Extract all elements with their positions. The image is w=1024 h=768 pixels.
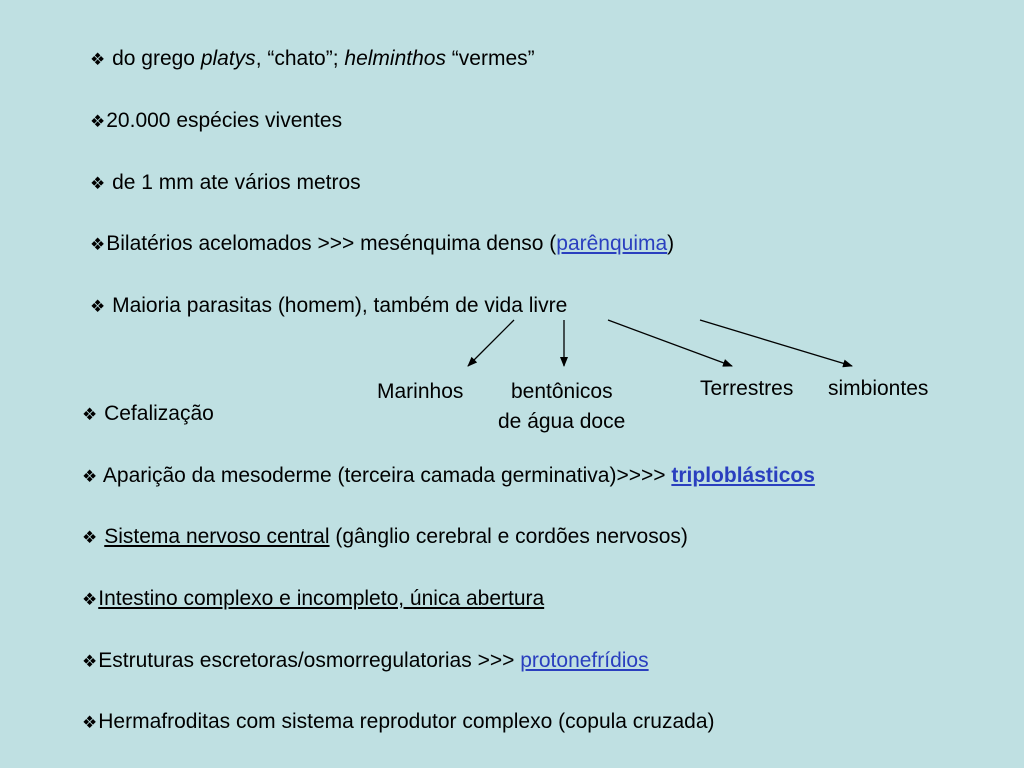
intestine-term: Intestino complexo e incompleto, única abertura [98,587,545,610]
item-size-range: ❖ de 1 mm ate vários metros [90,171,361,194]
item-nervous-system: ❖ Sistema nervoso central (gânglio cerebral e cordões nervosos) [82,525,688,548]
item-parasites: ❖ Maioria parasitas (homem), também de vida livre [90,294,568,317]
label-bentonicos: bentônicos [511,380,613,403]
diamond-bullet-icon: ❖ [90,50,106,69]
diamond-bullet-icon: ❖ [82,528,98,547]
label-agua-doce: de água doce [498,410,626,433]
item-etymology: ❖ do grego platys, “chato”; helminthos “vermes” [90,47,535,70]
label-simbiontes: simbiontes [828,377,929,400]
diamond-bullet-icon: ❖ [82,405,98,424]
item-excretory: ❖Estruturas escretoras/osmorregulatorias >>> protonefrídios [82,649,649,672]
diamond-bullet-icon: ❖ [82,713,98,732]
diamond-bullet-icon: ❖ [82,590,98,609]
label-terrestres: Terrestres [700,377,794,400]
diamond-bullet-icon: ❖ [90,112,106,131]
item-cephalization: ❖ Cefalização [82,402,214,425]
arrow-marinhos [468,320,514,366]
parenquima-link[interactable]: parênquima [556,232,668,255]
arrow-terrestres [608,320,732,366]
item-acoelomate: ❖Bilatérios acelomados >>> mesénquima denso (parênquima) [90,232,675,255]
diamond-bullet-icon: ❖ [82,467,98,486]
arrow-simbiontes [700,320,852,366]
diamond-bullet-icon: ❖ [90,297,106,316]
item-hermaphrodites: ❖Hermafroditas com sistema reprodutor complexo (copula cruzada) [82,710,715,733]
item-species-count: ❖20.000 espécies viventes [90,109,343,132]
triploblasticos-link[interactable]: triploblásticos [671,464,815,487]
nervous-system-term: Sistema nervoso central [104,525,330,548]
label-marinhos: Marinhos [377,380,464,403]
term-helminthos: helminthos [344,47,446,70]
protonefridios-link[interactable]: protonefrídios [520,649,649,672]
item-mesoderm: ❖ Aparição da mesoderme (terceira camada germinativa)>>>> triploblásticos [82,464,815,487]
diamond-bullet-icon: ❖ [82,652,98,671]
diamond-bullet-icon: ❖ [90,235,106,254]
term-platys: platys [200,47,256,70]
item-intestine [82,586,544,613]
diamond-bullet-icon: ❖ [90,174,106,193]
